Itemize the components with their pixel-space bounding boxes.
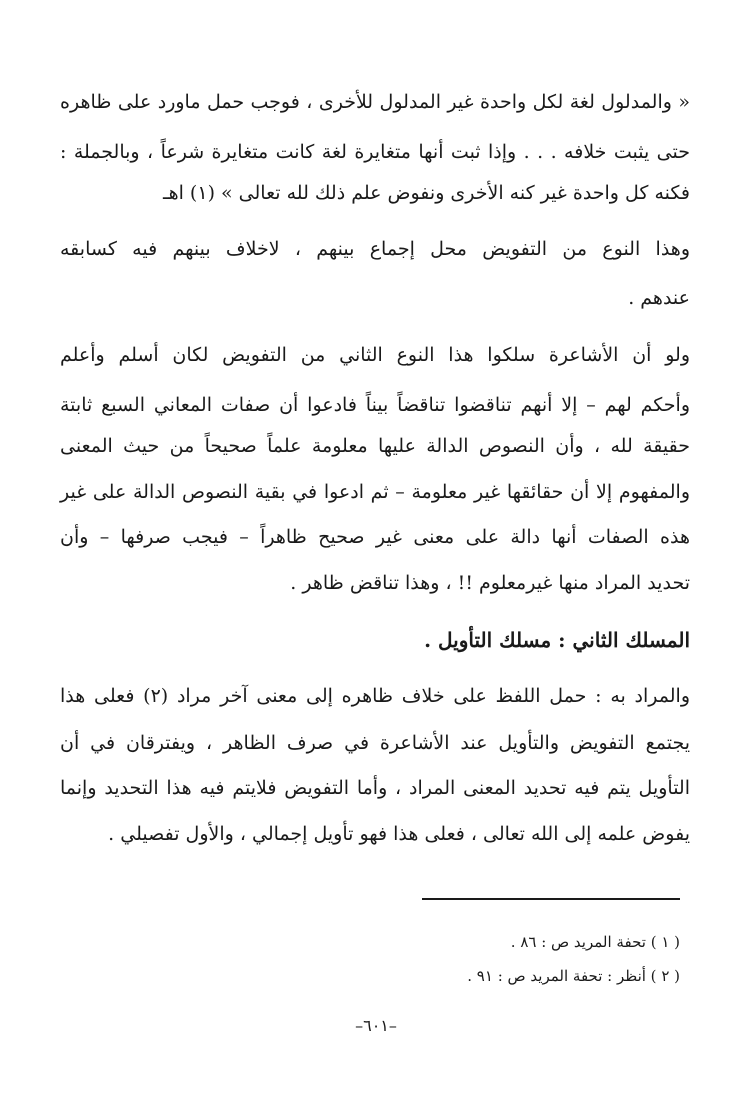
page-number: –٦٠١– [355, 1016, 397, 1035]
text-line-7: وأحكم لهم – إلا أنهم تناقضوا تناقضاً بيناً فادعوا أن صفات المعاني السبع ثابتة [60, 394, 690, 416]
text-line-11: تحديد المراد منها غيرمعلوم !! ، وهذا تناقض ظاهر . [290, 572, 690, 594]
section-heading: المسلك الثاني : مسلك التأويل . [424, 628, 690, 652]
text-line-4: وهذا النوع من التفويض محل إجماع بينهم ، لاخلاف بينهم فيه كسابقه [60, 238, 690, 260]
text-line-2: حتى يثبت خلافه . . . وإذا ثبت أنها متغايرة لغة كانت متغايرة شرعاً ، وبالجملة : [60, 141, 690, 163]
text-line-9: والمفهوم إلا أن حقائقها غير معلومة – ثم ادعوا في بقية النصوص الدالة على غير [60, 481, 690, 503]
footnote-2: ( ٢ ) أنظر : تحفة المريد ص : ٩١ . [467, 967, 680, 985]
footnote-separator [422, 898, 680, 900]
text-line-15: التأويل يتم فيه تحديد المعنى المراد ، وأما التفويض فلايتم فيه هذا التحديد وإنما [60, 777, 690, 799]
text-line-10: هذه الصفات أنها دالة على معنى غير صحيح ظاهراً – فيجب صرفها – وأن [60, 526, 690, 548]
text-line-14: يجتمع التفويض والتأويل عند الأشاعرة في صرف الظاهر ، ويفترقان في أن [60, 732, 690, 754]
text-line-16: يفوض علمه إلى الله تعالى ، فعلى هذا فهو تأويل إجمالي ، والأول تفصيلي . [108, 823, 690, 845]
text-line-5: عندهم . [628, 287, 690, 309]
text-line-6: ولو أن الأشاعرة سلكوا هذا النوع الثاني من التفويض لكان أسلم وأعلم [60, 344, 690, 366]
text-line-13: والمراد به : حمل اللفظ على خلاف ظاهره إلى معنى آخر مراد (٢) فعلى هذا [60, 685, 690, 707]
text-line-8: حقيقة لله ، وأن النصوص الدالة عليها معلومة علماً صحيحاً من حيث المعنى [60, 435, 690, 457]
text-line-3: فكنه كل واحدة غير كنه الأخرى ونفوض علم ذلك لله تعالى » (١) اهـ [163, 182, 690, 204]
text-line-1: « والمدلول لغة لكل واحدة غير المدلول للأخرى ، فوجب حمل ماورد على ظاهره [60, 91, 690, 113]
footnote-1: ( ١ ) تحفة المريد ص : ٨٦ . [510, 933, 680, 951]
